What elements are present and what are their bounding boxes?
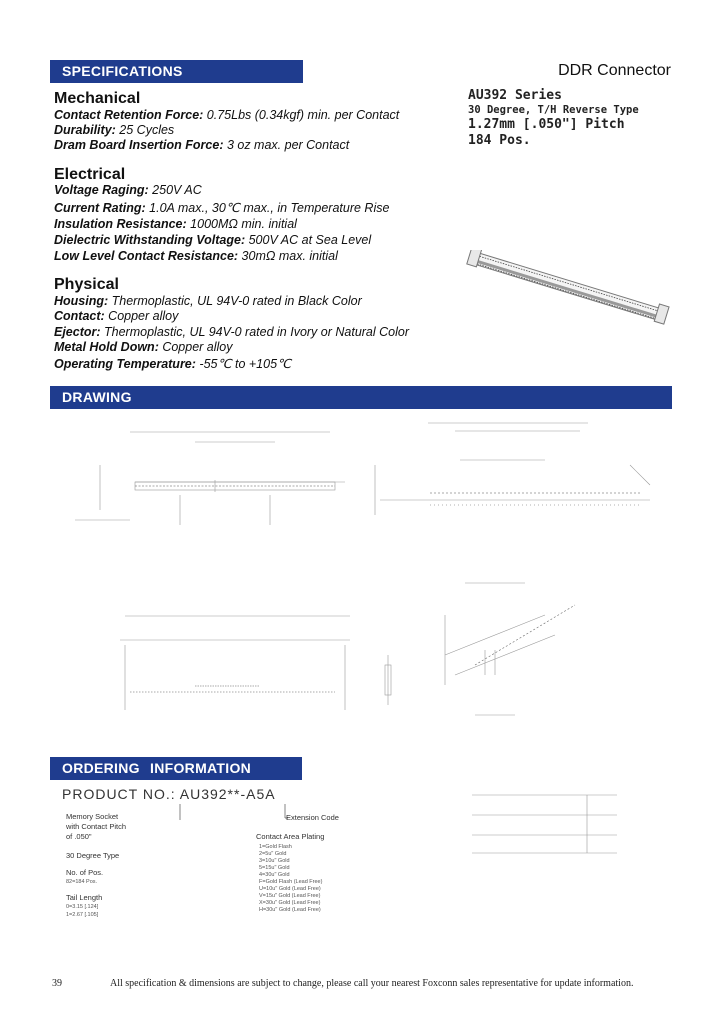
spec-line: Durability: 25 Cycles bbox=[54, 123, 175, 137]
plating-value: 3=10u" Gold bbox=[259, 858, 290, 864]
plating-value: U=10u" Gold (Lead Free) bbox=[259, 886, 321, 892]
drawing-detail-view bbox=[375, 575, 585, 735]
drawing-header: DRAWING bbox=[50, 386, 672, 409]
memory-socket-label: Memory Socket bbox=[66, 812, 119, 821]
connector-product-image bbox=[460, 250, 670, 340]
no-of-pos-label: No. of Pos. bbox=[66, 868, 104, 877]
series-positions: 184 Pos. bbox=[468, 133, 531, 148]
memory-socket-label: of .050" bbox=[66, 832, 92, 841]
spec-line: Insulation Resistance: 1000MΩ min. initial bbox=[54, 217, 297, 231]
footer-disclaimer: All specification & dimensions are subject to change, please call your nearest Foxconn sales representative for update information. bbox=[110, 978, 634, 989]
spec-line: Contact: Copper alloy bbox=[54, 309, 179, 323]
spec-line: Housing: Thermoplastic, UL 94V-0 rated in Black Color bbox=[54, 294, 362, 308]
plating-heading: Contact Area Plating bbox=[256, 832, 325, 841]
product-number: PRODUCT NO.: AU392**-A5A bbox=[62, 786, 276, 802]
series-pitch: 1.27mm [.050"] Pitch bbox=[468, 117, 625, 132]
spec-line: Operating Temperature: -55℃ to +105℃ bbox=[54, 357, 292, 371]
electrical-heading: Electrical bbox=[54, 166, 126, 183]
extension-code-label: Extension Code bbox=[286, 813, 339, 822]
plating-value: V=15u" Gold (Lead Free) bbox=[259, 893, 321, 899]
drawing-top-view bbox=[60, 420, 350, 550]
spec-line: Contact Retention Force: 0.75Lbs (0.34kgf) min. per Contact bbox=[54, 108, 400, 122]
plating-value: 4=30u" Gold bbox=[259, 872, 290, 878]
spec-line: Dram Board Insertion Force: 3 oz max. per Contact bbox=[54, 138, 350, 152]
ordering-header: ORDERING INFORMATION bbox=[50, 757, 302, 780]
spec-line: Ejector: Thermoplastic, UL 94V-0 rated in Ivory or Natural Color bbox=[54, 325, 410, 339]
pos-value: 82=184 Pos. bbox=[66, 879, 98, 885]
tail-value: 0=3.15 [.124] bbox=[66, 904, 99, 910]
degree-type-label: 30 Degree Type bbox=[66, 851, 120, 860]
product-title: DDR Connector bbox=[558, 62, 671, 79]
spec-line: Current Rating: 1.0A max., 30℃ max., in Temperature Rise bbox=[54, 201, 390, 215]
plating-value: X=30u" Gold (Lead Free) bbox=[259, 900, 321, 906]
physical-heading: Physical bbox=[54, 276, 119, 293]
mechanical-heading: Mechanical bbox=[54, 90, 141, 107]
memory-socket-label: with Contact Pitch bbox=[66, 822, 127, 831]
spec-line: Low Level Contact Resistance: 30mΩ max. initial bbox=[54, 249, 338, 263]
series-type: 30 Degree, T/H Reverse Type bbox=[468, 104, 639, 116]
spec-line: Voltage Raging: 250V AC bbox=[54, 183, 202, 197]
page-number: 39 bbox=[52, 978, 62, 989]
plating-value: H=30u" Gold (Lead Free) bbox=[259, 907, 321, 913]
tail-length-label: Tail Length bbox=[66, 893, 103, 902]
specifications-header: SPECIFICATIONS bbox=[50, 60, 303, 83]
spec-line: Metal Hold Down: Copper alloy bbox=[54, 340, 233, 354]
ordering-dimension-table bbox=[472, 793, 632, 863]
plating-value: 5=15u" Gold bbox=[259, 865, 290, 871]
series-name: AU392 Series bbox=[468, 88, 562, 103]
spec-line: Dielectric Withstanding Voltage: 500V AC at Sea Level bbox=[54, 233, 372, 247]
plating-value: 1=Gold Flash bbox=[259, 844, 292, 850]
plating-value: 2=5u" Gold bbox=[259, 851, 287, 857]
tail-value: 1=2.67 [.105] bbox=[66, 912, 99, 918]
drawing-side-view bbox=[370, 415, 660, 535]
drawing-pcb-layout bbox=[100, 610, 360, 720]
plating-value: F=Gold Flash (Lead Free) bbox=[259, 879, 323, 885]
